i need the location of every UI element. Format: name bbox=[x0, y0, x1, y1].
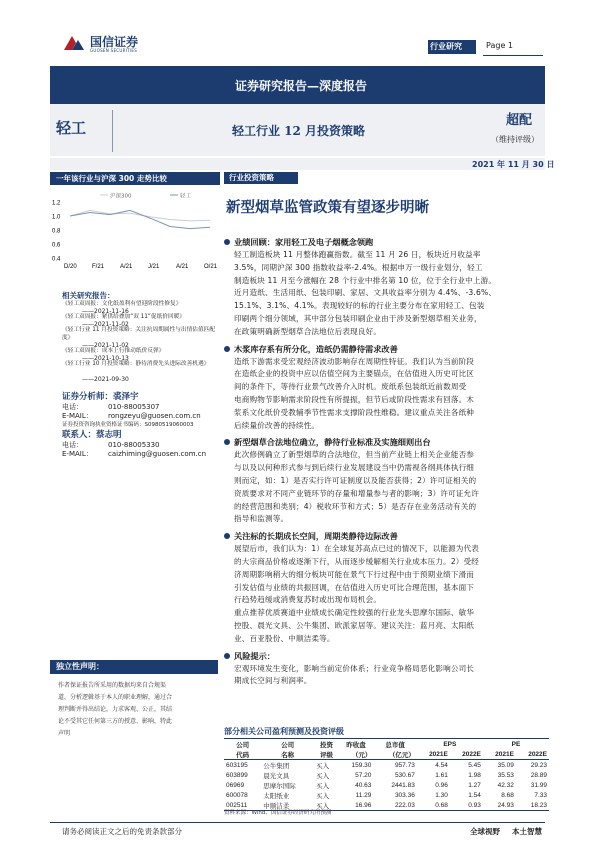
table-header-cell: 代码 bbox=[236, 751, 250, 759]
analyst-tel: 010-88005307 bbox=[108, 403, 160, 411]
y-tick-label: 0.6 bbox=[52, 242, 61, 249]
report-subtitle: 证券研究报告—深度报告 bbox=[235, 79, 368, 93]
table-cell: 5.45 bbox=[468, 761, 481, 769]
table-row bbox=[224, 790, 549, 800]
table-cell: 0.93 bbox=[468, 801, 481, 809]
table-header-cell: 名称 bbox=[281, 751, 295, 759]
table-cell: 买入 bbox=[316, 762, 330, 770]
section-text-line: 在造纸企业的投资中应以估值空间为主要锚点，在估值进入历史可比区 bbox=[234, 369, 475, 379]
section-text-line: 15.1%、3.1%、4.1%。表现较好的标的行业主要分布在家用轻工、包装 bbox=[234, 301, 485, 311]
table-header-cell: 2022E bbox=[528, 750, 547, 758]
disclaimer-line: 声明 bbox=[58, 730, 71, 737]
table-cell: 4.54 bbox=[435, 761, 448, 769]
section-text-line: 制造板块 11 月至今涨幅在 28 个行业中排名第 10 位，位于全行业中上游。 bbox=[234, 275, 497, 285]
analyst-email[interactable]: rongzeyu@guosen.com.cn bbox=[108, 412, 201, 420]
disclaimer-line: 道，分析逻辑基于本人的职业理解，通过合 bbox=[58, 694, 173, 701]
brand-logo bbox=[62, 34, 86, 52]
table-header-cell: EPS bbox=[443, 740, 457, 748]
table-cell: 1.61 bbox=[435, 771, 448, 779]
section-text-line: 与以及以何种形式参与到后续行业发展建设当中仍需视各纲具体执行细 bbox=[234, 463, 475, 473]
report-category: 行业研究 bbox=[430, 42, 462, 51]
analyst-tel-label: 电话： bbox=[62, 403, 83, 411]
table-cell: 晨光文具 bbox=[263, 772, 290, 780]
disclaimer-line: 理判断并得出结论，力求客观、公正，其结 bbox=[58, 706, 173, 713]
table-cell: 买入 bbox=[316, 792, 330, 800]
table-header-cell: 2021E bbox=[495, 750, 514, 758]
section-text-line: 控股、晨光文具、公牛集团、欧派家居等。建议关注：蓝月亮、太阳纸 bbox=[234, 621, 475, 630]
rating: 超配 bbox=[506, 113, 533, 128]
table-header-cell: （元） bbox=[351, 751, 372, 759]
table-cell: 1.27 bbox=[468, 781, 481, 789]
table-header-cell: PE bbox=[511, 740, 521, 748]
related-report[interactable]: 《轻工双周报：紧供给叠加“双 11”促纸价回暖》 bbox=[62, 314, 185, 320]
x-tick-label: A/21 bbox=[176, 264, 189, 270]
related-title: 相关研究报告： bbox=[62, 291, 115, 300]
footer-disclaimer: 请务必阅读正文之后的免责条款部分 bbox=[62, 827, 182, 836]
y-tick-label: 0.4 bbox=[52, 256, 61, 263]
related-report-date: ——2021-11-16 bbox=[82, 308, 129, 315]
section-heading: 关注标的长期成长空间，周期类静待边际改善 bbox=[234, 531, 398, 542]
report-title: 轻工行业 12 月投资策略 bbox=[232, 124, 366, 138]
section-heading: 木浆库存系有所分化，造纸仍需静待需求改善 bbox=[234, 343, 398, 354]
table-header-row bbox=[224, 739, 549, 750]
table-cell: 24.93 bbox=[497, 801, 514, 809]
related-report[interactable]: 《轻工行业 10 月投资策略：静待消费先头进际改善机遇》 bbox=[62, 361, 210, 367]
table-cell: 530.67 bbox=[394, 771, 415, 779]
table-cell: 11.29 bbox=[355, 791, 372, 799]
forecast-table bbox=[224, 738, 549, 811]
related-report[interactable]: 《轻工行业 11 月投资策略：关注抗周期属性与出情估值匹配度》 bbox=[62, 327, 216, 341]
section-text-line: 展望后市，我们认为：1）在全球复苏高点已过的情况下，以能源为代表 bbox=[234, 544, 480, 554]
table-cell: 40.63 bbox=[355, 781, 372, 789]
table-header-row bbox=[224, 749, 549, 760]
table-cell: 1.30 bbox=[435, 791, 448, 799]
brand-name-en: GUOSEN SECURITIES bbox=[90, 48, 138, 53]
rating-note: （维持评级） bbox=[491, 135, 539, 144]
section-text-line: 3.5%，同期沪深 300 指数收益率-2.4%。根据申万一级行业划分，轻工 bbox=[234, 262, 483, 272]
trend-chart bbox=[50, 188, 220, 278]
chart-title: 一年该行业与沪深 300 走势比较 bbox=[56, 174, 167, 183]
section-heading: 风险提示： bbox=[234, 650, 275, 661]
report-banner bbox=[50, 66, 545, 104]
analyst-label: 证券分析师： bbox=[62, 392, 114, 402]
section-text-line: 轻工制造板块 11 月整体跑赢指数。截至 11 月 26 日，板块近月收益率 bbox=[234, 250, 481, 259]
section-text-line: 后续量价改善的持续性。 bbox=[234, 420, 320, 430]
section-text-line: 间的条件下，等待行业景气改善介入时机。废纸系包装纸近前数周受 bbox=[234, 382, 467, 392]
table-cell: 303.36 bbox=[394, 791, 415, 799]
table-cell: 35.53 bbox=[497, 771, 514, 779]
table-cell: 7.33 bbox=[534, 791, 547, 799]
section-bullet bbox=[224, 533, 230, 539]
table-cell: 0.68 bbox=[435, 801, 448, 809]
y-tick-label: 1.2 bbox=[52, 200, 61, 207]
related-report-date: ——2021-11-02 bbox=[82, 321, 129, 328]
section-text-line: 行趋势趋缓或消费复苏时或出现布局机会。 bbox=[234, 595, 382, 605]
table-cell: 57.20 bbox=[355, 771, 372, 779]
headline: 新型烟草监管政策有望逐步明晰 bbox=[226, 199, 429, 216]
table-title: 部分相关公司盈利预测及投资评级 bbox=[224, 727, 344, 736]
table-header-cell: 公司 bbox=[236, 741, 250, 749]
table-cell: 35.09 bbox=[497, 761, 514, 769]
contact-tel: 010-88005330 bbox=[108, 441, 160, 449]
contact-label: 联系人： bbox=[62, 430, 97, 440]
table-cell: 公牛集团 bbox=[263, 762, 290, 770]
guosen-logo-icon bbox=[62, 34, 86, 52]
table-cell: 8.68 bbox=[501, 791, 514, 799]
table-header-cell: 昨收盘 bbox=[346, 741, 366, 749]
table-cell: 31.99 bbox=[530, 781, 547, 789]
table-cell: 买入 bbox=[316, 782, 330, 790]
table-cell: 中顺洁柔 bbox=[263, 802, 290, 810]
table-row bbox=[224, 780, 549, 790]
contact-email-label: E-MAIL： bbox=[62, 450, 93, 458]
contact-email[interactable]: caizhiming@guosen.com.cn bbox=[108, 450, 207, 458]
table-cell: 222.03 bbox=[394, 801, 415, 809]
table-cell: 买入 bbox=[316, 772, 330, 780]
section-text-line: 电商购物节影响需求阶段性有所提振，但节后或阶段性需求有回落。木 bbox=[234, 395, 475, 404]
section-text-line: 指导和监测等。 bbox=[234, 514, 289, 524]
disclaimer-title: 独立性声明： bbox=[56, 662, 104, 671]
x-tick-label: J/21 bbox=[148, 264, 160, 270]
table-cell: 1.54 bbox=[468, 791, 481, 799]
x-tick-label: D/20 bbox=[64, 264, 77, 270]
x-tick-label: A/21 bbox=[120, 264, 133, 270]
analyst-cert-label: 证券投资咨询执业资格证书编码： bbox=[62, 422, 145, 428]
analyst-email-label: E-MAIL： bbox=[62, 412, 93, 420]
table-cell: 0.96 bbox=[435, 781, 448, 789]
table-row bbox=[224, 760, 549, 771]
analyst-name: 裘泽宇 bbox=[113, 392, 139, 402]
table-cell: 600078 bbox=[226, 791, 248, 799]
table-cell: 002511 bbox=[226, 801, 248, 809]
table-cell: 28.89 bbox=[530, 771, 547, 779]
section-heading: 新型烟草合法地位确立，静待行业标准及实施细则出台 bbox=[234, 437, 431, 448]
table-header-cell: 总市值 bbox=[385, 741, 405, 749]
page-number: Page 1 bbox=[486, 41, 513, 50]
section-text-line: 浆系文化纸价受教辅季节性需求支撑阶段性维稳。建议重点关注各纸种 bbox=[234, 407, 475, 417]
contact-name: 蔡志明 bbox=[96, 430, 122, 440]
section-text-line: 济周期影响稍大的细分板块可能在景气下行过程中由于预期业绩下滑而 bbox=[234, 569, 475, 579]
table-row bbox=[224, 770, 549, 780]
analyst-block bbox=[62, 392, 207, 459]
table-cell: 18.23 bbox=[530, 801, 547, 809]
footer-slogan-2: 本土智慧 bbox=[512, 827, 542, 836]
section-text-line: 业、百亚股份、中顺洁柔等。 bbox=[234, 633, 335, 643]
series-line-0 bbox=[70, 210, 210, 221]
content-tag: 行业投资策略 bbox=[229, 173, 274, 182]
section-text-line: 重点推荐优质赛道中业绩成长确定性较强的行业龙头思摩尔国际、敏华 bbox=[234, 608, 475, 618]
report-date: 2021 年 11 月 30 日 bbox=[472, 160, 555, 169]
related-report[interactable]: 《轻工双周报：成本上行推动纸价反弹》 bbox=[62, 348, 165, 354]
analyst-cert: S0980519060003 bbox=[144, 422, 194, 428]
disclaimer-line: 作者保证报告所采用的数据均来自合规渠 bbox=[58, 682, 167, 689]
table-cell: 159.30 bbox=[351, 761, 372, 769]
section-text-line: 资质要求对不同产业链环节的存量和增量参与者的影响；3）许可证允许 bbox=[234, 488, 480, 498]
table-cell: 06969 bbox=[226, 781, 245, 789]
related-report-date: ——2021-11-02 bbox=[82, 342, 129, 349]
related-report-date: ——2021-10-13 bbox=[82, 355, 129, 362]
table-header-cell: 公司 bbox=[281, 741, 295, 749]
table-cell: 16.96 bbox=[355, 801, 372, 809]
section-text-line: 此次修例确立了新型烟草的合法地位，但当前产业链上相关企业能否参 bbox=[234, 450, 475, 460]
series-line-1 bbox=[70, 210, 210, 228]
table-header-cell: 投资 bbox=[319, 741, 333, 749]
table-cell: 2441.83 bbox=[391, 781, 415, 789]
table-cell: 42.32 bbox=[497, 781, 514, 789]
section-bullet bbox=[224, 239, 230, 245]
table-cell: 957.73 bbox=[394, 761, 415, 769]
table-header-cell: 2022E bbox=[462, 750, 481, 758]
legend-label: 轻工 bbox=[180, 193, 192, 200]
x-tick-label: F/21 bbox=[92, 264, 105, 270]
x-tick-label: O/21 bbox=[204, 264, 218, 270]
section-text-line: 造纸下游需求受宏观经济波动影响存在周期性特征。我们认为当前阶段 bbox=[234, 356, 475, 366]
table-cell: 1.98 bbox=[468, 771, 481, 779]
table-header-cell: 评级 bbox=[319, 751, 333, 759]
table-header-cell: 2021E bbox=[429, 750, 448, 758]
table-cell: 太阳纸业 bbox=[263, 792, 290, 800]
footer-slogan-1: 全球视野 bbox=[470, 827, 500, 836]
y-tick-label: 1.0 bbox=[52, 214, 61, 221]
section-text-line: 期成长空间与利润率。 bbox=[234, 676, 312, 686]
section-text-line: 引发估值与业绩的共振回调，在估值进入历史可比合理范围，基本面下 bbox=[234, 582, 475, 592]
section-bullet bbox=[224, 653, 230, 659]
table-cell: 603195 bbox=[226, 761, 248, 769]
contact-tel-label: 电话： bbox=[62, 441, 83, 449]
table-cell: 思摩尔国际 bbox=[263, 782, 296, 790]
section-heading: 业绩回顾：家用轻工及电子烟概念领跑 bbox=[234, 237, 374, 247]
section-text-line: 的经营范围和类别；4）税收环节和方式；5）是否存在业务活动有关的 bbox=[234, 501, 477, 511]
section-text-line: 在政策明确新型烟草合法地位后表现良好。 bbox=[234, 326, 382, 336]
y-tick-label: 0.8 bbox=[52, 228, 61, 235]
brand-name: 国信证券 bbox=[90, 35, 139, 49]
section-text-line: 近月造纸、生活用纸、包装印刷、家居、文具收益率分别为 4.4%、-3.6%、 bbox=[234, 288, 497, 298]
table-header-cell: （亿元） bbox=[388, 751, 415, 759]
disclaimer-line: 论不受其它任何第三方的授意、影响，特此 bbox=[58, 718, 173, 725]
related-report[interactable]: 《轻工双周报：文化纸盈利有望迎阶段性修复》 bbox=[62, 301, 182, 307]
related-report-date: ——2021-09-30 bbox=[82, 376, 129, 383]
section-bullet bbox=[224, 439, 230, 445]
section-text-line: 印刷两个细分领域，其中部分包装印刷企业由于涉及新型烟草相关业务， bbox=[234, 314, 482, 323]
section-bullet bbox=[224, 346, 230, 352]
section-text-line: 宏观环境发生变化，影响当前定价体系；行业竞争格局恶化影响公司长 bbox=[234, 663, 475, 673]
table-cell: 603899 bbox=[226, 771, 248, 779]
section-text-line: 则而定，如：1）是否实行许可证制度以及能否获得；2）许可证相关的 bbox=[234, 476, 477, 485]
table-cell: 29.23 bbox=[530, 761, 547, 769]
table-source: 资料来源：Wind、国信证券经济研究所预测 bbox=[224, 810, 332, 816]
table-cell: 买入 bbox=[316, 802, 330, 810]
legend-label: 沪深300 bbox=[110, 193, 132, 200]
disclaimer-text bbox=[58, 680, 218, 740]
sector-name: 轻工 bbox=[56, 119, 87, 137]
section-text-line: 的大宗商品价格或逐渐下行，从而逐步缓解相关行业成本压力。2）受经 bbox=[234, 557, 480, 566]
